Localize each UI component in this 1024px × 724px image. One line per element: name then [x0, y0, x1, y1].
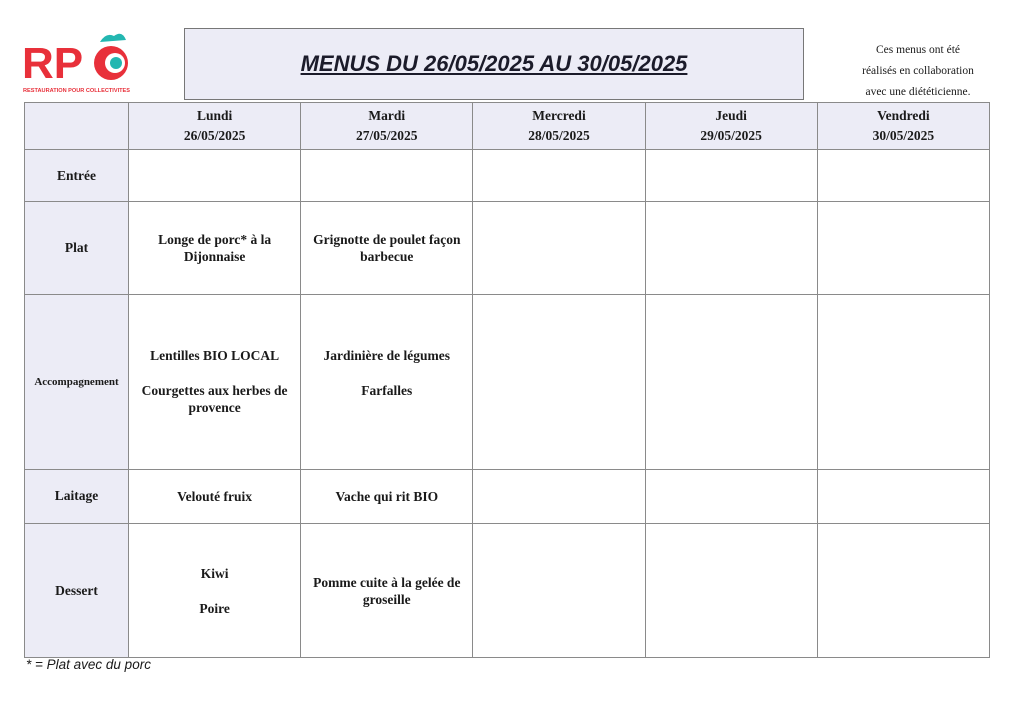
rpc-logo: [22, 26, 132, 98]
note-line: réalisés en collaboration: [862, 65, 974, 77]
cell-mardi-dessert: [301, 524, 473, 658]
cell-lundi-entree: [129, 150, 301, 202]
cell-mardi-plat: [301, 202, 473, 295]
note-line: Ces menus ont été: [876, 44, 960, 56]
dish: Lentilles BIO LOCAL: [150, 348, 280, 364]
cell-jeudi-laitage: [645, 469, 817, 523]
day-header-vendredi: Vendredi 30/05/2025: [817, 103, 989, 150]
cell-vendredi-entree: [817, 150, 989, 202]
row-accompagnement: [25, 295, 990, 470]
day-header-lundi: Lundi 26/05/2025: [129, 103, 301, 150]
logo-letters: RP: [22, 39, 84, 88]
row-label-accompagnement: Accompagnement: [25, 295, 129, 470]
cell-mardi-laitage: [301, 469, 473, 523]
dish: Farfalles: [361, 382, 413, 398]
row-label-dessert: Dessert: [25, 524, 129, 658]
dish: Jardinière de légumes: [323, 347, 451, 363]
cell-mardi-accompagnement: [301, 295, 473, 470]
cell-mercredi-dessert: [473, 524, 645, 658]
day-header-mercredi: Mercredi 28/05/2025: [473, 103, 645, 150]
dish: Pomme cuite à la gelée de groseille: [313, 574, 461, 607]
cell-lundi-accompagnement: [129, 295, 301, 470]
row-label-entree: Entrée: [25, 150, 129, 202]
cell-jeudi-accompagnement: [645, 295, 817, 470]
day-header-mardi: Mardi 27/05/2025: [301, 103, 473, 150]
cell-vendredi-dessert: [817, 524, 989, 658]
cell-lundi-laitage: [129, 469, 301, 523]
dish: Longe de porc* à la Dijonnaise: [158, 232, 272, 265]
cell-vendredi-plat: [817, 202, 989, 295]
row-label-plat: Plat: [25, 202, 129, 295]
note-line: avec une diététicienne.: [865, 86, 971, 98]
cell-vendredi-accompagnement: [817, 295, 989, 470]
dish: Poire: [199, 600, 230, 616]
cell-vendredi-laitage: [817, 469, 989, 523]
row-dessert: [25, 524, 990, 658]
row-label-laitage: Laitage: [25, 469, 129, 523]
chef-hat-icon: [100, 34, 126, 42]
day-header-row: [25, 103, 990, 150]
page-title: MENUS DU 26/05/2025 AU 30/05/2025: [300, 51, 688, 76]
dietitian-note: [830, 40, 1006, 103]
cell-mercredi-entree: [473, 150, 645, 202]
corner-cell: [25, 103, 129, 150]
footnote: * = Plat avec du porc: [26, 657, 151, 672]
day-header-jeudi: Jeudi 29/05/2025: [645, 103, 817, 150]
cell-jeudi-plat: [645, 202, 817, 295]
cell-lundi-dessert: [129, 524, 301, 658]
menu-table: [24, 102, 990, 658]
row-laitage: [25, 469, 990, 523]
row-entree: [25, 150, 990, 202]
cell-mercredi-plat: [473, 202, 645, 295]
dish: Grignotte de poulet façon barbecue: [313, 232, 461, 265]
cell-jeudi-dessert: [645, 524, 817, 658]
row-plat: [25, 202, 990, 295]
dish: Kiwi: [200, 565, 229, 581]
cell-mardi-entree: [301, 150, 473, 202]
cell-mercredi-accompagnement: [473, 295, 645, 470]
dish: Velouté fruix: [177, 488, 253, 504]
dish: Courgettes aux herbes de provence: [141, 383, 288, 416]
cell-mercredi-laitage: [473, 469, 645, 523]
dish: Vache qui rit BIO: [335, 488, 439, 504]
cell-lundi-plat: [129, 202, 301, 295]
cell-jeudi-entree: [645, 150, 817, 202]
logo-subtitle: RESTAURATION POUR COLLECTIVITES: [23, 88, 131, 94]
title-box: [184, 28, 804, 100]
